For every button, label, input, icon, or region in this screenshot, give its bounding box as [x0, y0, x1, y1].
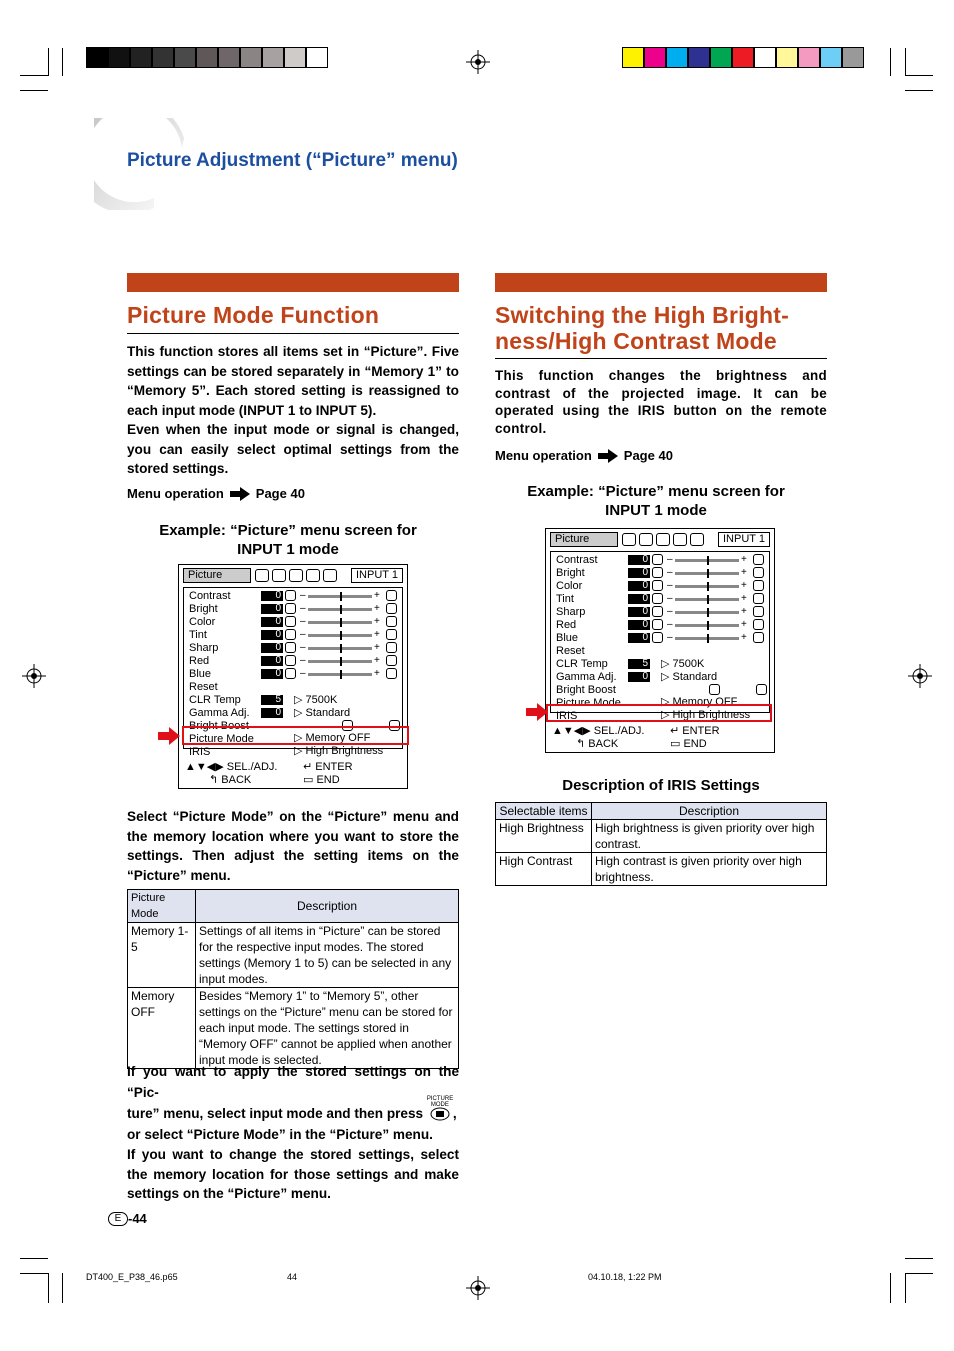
slider[interactable] — [667, 620, 749, 630]
color-swatch — [152, 47, 174, 68]
menu-tab-bar — [550, 532, 770, 548]
page-title: Picture Adjustment (“Picture” menu) — [127, 150, 458, 171]
menu-option[interactable]: ▷ Memory OFF — [294, 732, 371, 744]
slider-minus: – — [667, 606, 673, 617]
color-swatch — [710, 47, 732, 68]
crop-mark — [905, 1258, 933, 1259]
menu-value: 0 — [628, 672, 650, 682]
menu-panel — [183, 587, 403, 758]
slider-minus: – — [300, 668, 306, 679]
adjust-icon — [285, 616, 296, 627]
adjust-icon — [386, 616, 397, 627]
slider-plus: + — [741, 606, 747, 617]
slider-knob — [707, 556, 709, 565]
table-row — [128, 923, 459, 988]
end-hint: ▭ END — [670, 738, 707, 750]
menu-item[interactable]: Sharp — [189, 642, 219, 654]
sheet-number: 44 — [287, 1272, 298, 1282]
outro-line: or select “Picture Mode” in the “Picture” menu. — [127, 1127, 433, 1142]
adjust-icon — [285, 668, 296, 679]
slider-knob — [340, 592, 342, 601]
menu-item[interactable]: Red — [556, 619, 577, 631]
table-cell: High contrast is given priority over high brightness. — [592, 853, 827, 886]
slider-plus: + — [741, 619, 747, 630]
color-swatch — [86, 47, 108, 68]
heading-line: ness/High Contrast Mode — [495, 328, 777, 354]
color-swatch — [622, 47, 644, 68]
menu-value: 0 — [261, 669, 283, 679]
highlight-box — [182, 726, 409, 745]
color-swatch — [262, 47, 284, 68]
tab-icons — [622, 532, 716, 547]
table-cell: Memory 1-5 — [128, 923, 196, 988]
highlight-box — [546, 704, 772, 722]
menu-item[interactable]: Contrast — [189, 590, 231, 602]
slider-plus: + — [741, 567, 747, 578]
section-heading — [495, 302, 789, 354]
table-row — [496, 820, 827, 853]
example-caption — [495, 482, 817, 520]
crop-mark — [905, 90, 933, 91]
crop-mark — [890, 48, 891, 76]
adjust-icon — [652, 554, 663, 565]
tab-picture[interactable]: Picture — [183, 568, 251, 583]
table-row — [128, 988, 459, 1069]
adjust-icon — [652, 593, 663, 604]
button-caption: PICTURE MODE — [426, 1096, 454, 1108]
menu-op-label: Menu operation — [127, 486, 224, 501]
color-swatch — [776, 47, 798, 68]
menu-item[interactable]: CLR Temp — [556, 658, 608, 670]
intro-text: This function changes the brightness and contrast of the projected image. It can be operated using the IRIS button on the remote control. — [495, 368, 827, 436]
adjust-icon — [753, 632, 764, 643]
slider-knob — [340, 670, 342, 679]
red-arrow-icon — [158, 727, 180, 745]
slider-minus: – — [300, 629, 306, 640]
sel-adj-hint: ▲▼◀▶ SEL./ADJ. — [552, 725, 645, 737]
bright-boost-icon — [756, 684, 767, 695]
crop-mark — [62, 48, 63, 76]
slider-knob — [340, 657, 342, 666]
menu-value: 5 — [628, 659, 650, 669]
slider[interactable] — [300, 643, 382, 653]
slider-minus: – — [667, 619, 673, 630]
slider-plus: + — [741, 593, 747, 604]
slider-knob — [340, 644, 342, 653]
menu-tab-icon[interactable] — [639, 533, 653, 546]
color-swatch — [284, 47, 306, 68]
color-swatch — [754, 47, 776, 68]
slider-plus: + — [374, 629, 380, 640]
menu-item[interactable]: Reset — [189, 681, 218, 693]
adjust-icon — [652, 567, 663, 578]
slider-minus: – — [667, 580, 673, 591]
registration-mark-icon — [466, 50, 490, 74]
menu-option[interactable]: ▷ Standard — [294, 707, 351, 719]
color-swatch — [820, 47, 842, 68]
example-line: INPUT 1 mode — [605, 502, 707, 519]
adjust-icon — [753, 619, 764, 630]
table-header: Selectable items — [496, 803, 592, 820]
slider-knob — [707, 582, 709, 591]
menu-value: 0 — [261, 591, 283, 601]
menu-item[interactable]: Sharp — [556, 606, 586, 618]
menu-option[interactable]: ▷ High Brightness — [661, 709, 751, 721]
input-indicator: INPUT 1 — [718, 532, 770, 547]
slider[interactable] — [300, 591, 382, 601]
heading-line: Switching the High Bright- — [495, 302, 789, 328]
intro-text — [127, 342, 459, 479]
color-swatch — [688, 47, 710, 68]
menu-value: 0 — [261, 604, 283, 614]
menu-tab-icon[interactable] — [673, 533, 687, 546]
slider[interactable] — [667, 607, 749, 617]
adjust-icon — [753, 593, 764, 604]
menu-item[interactable]: Bright Boost — [189, 720, 249, 732]
crop-mark — [20, 1273, 48, 1274]
menu-option[interactable]: ▷ 7500K — [661, 658, 705, 670]
outro-fragment: , — [452, 1106, 457, 1121]
color-swatch — [130, 47, 152, 68]
sel-adj-hint: ▲▼◀▶ SEL./ADJ. — [185, 761, 278, 773]
menu-item[interactable]: Gamma Adj. — [189, 707, 250, 719]
adjust-icon — [386, 642, 397, 653]
example-caption — [127, 521, 449, 559]
color-swatch — [666, 47, 688, 68]
enter-hint: ↵ ENTER — [303, 761, 353, 773]
menu-item[interactable]: Bright Boost — [556, 684, 616, 696]
menu-value: 0 — [628, 594, 650, 604]
file-name: DT400_E_P38_46.p65 — [86, 1272, 178, 1282]
picture-mode-button-icon — [426, 1096, 454, 1122]
menu-item[interactable]: CLR Temp — [189, 694, 241, 706]
menu-value: 0 — [261, 708, 283, 718]
outro-paragraph: If you want to change the stored settings, select the memory location for those settings and make settings on the “Picture” menu. — [127, 1147, 459, 1201]
crop-mark — [905, 75, 933, 76]
select-text: Select “Picture Mode” on the “Picture” menu and the memory location where you want to store the settings. Then adjust the setting items on the “Picture” menu. — [127, 809, 459, 883]
menu-tab-icon[interactable] — [690, 533, 704, 546]
menu-item[interactable]: Reset — [556, 645, 585, 657]
menu-item[interactable]: Color — [556, 580, 583, 592]
slider[interactable] — [300, 656, 382, 666]
page-num: -44 — [128, 1211, 147, 1226]
adjust-icon — [285, 590, 296, 601]
menu-option[interactable]: ▷ 7500K — [294, 694, 338, 706]
slider[interactable] — [667, 581, 749, 591]
menu-value: 0 — [628, 607, 650, 617]
menu-value: 0 — [261, 643, 283, 653]
menu-item[interactable]: IRIS — [556, 710, 578, 722]
section-bar — [495, 273, 827, 292]
menu-item[interactable]: Picture Mode — [556, 697, 621, 709]
menu-value: 0 — [628, 581, 650, 591]
adjust-icon — [386, 603, 397, 614]
slider-minus: – — [667, 593, 673, 604]
table-cell: Settings of all items in “Picture” can be stored for the respective input modes. The stored settings (Memory 1 to 5) can be selected in any input modes. — [196, 923, 459, 988]
iris-table — [495, 802, 827, 886]
color-swatch — [644, 47, 666, 68]
example-line: Example: “Picture” menu screen for — [527, 483, 785, 500]
end-hint: ▭ END — [303, 774, 340, 786]
menu-item[interactable]: Gamma Adj. — [556, 671, 617, 683]
slider[interactable] — [667, 568, 749, 578]
crop-mark — [905, 1273, 933, 1274]
slider-minus: – — [667, 632, 673, 643]
menu-option[interactable]: ▷ High Brightness — [294, 745, 384, 757]
menu-item[interactable]: Bright — [189, 603, 218, 615]
menu-value: 0 — [628, 568, 650, 578]
menu-value: 0 — [261, 617, 283, 627]
adjust-icon — [285, 603, 296, 614]
adjust-icon — [386, 629, 397, 640]
picture-menu-screen — [178, 564, 408, 789]
slider-knob — [707, 569, 709, 578]
menu-value: 0 — [628, 620, 650, 630]
menu-item[interactable]: Color — [189, 616, 216, 628]
slider-knob — [707, 634, 709, 643]
print-date: 04.10.18, 1:22 PM — [588, 1272, 662, 1282]
menu-operation-ref — [495, 448, 673, 463]
example-line: INPUT 1 mode — [237, 541, 339, 558]
page-lang-badge: E — [108, 1212, 128, 1226]
adjust-icon — [285, 629, 296, 640]
adjust-icon — [285, 655, 296, 666]
slider-plus: + — [374, 642, 380, 653]
table-header: Picture Mode — [128, 890, 196, 923]
table-row — [496, 853, 827, 886]
slider[interactable] — [300, 669, 382, 679]
intro-paragraph: Even when the input mode or signal is changed, you can easily select optimal settings from the stored settings. — [127, 422, 459, 476]
back-hint: ↰ BACK — [209, 774, 252, 786]
menu-tab-icon[interactable] — [289, 569, 303, 582]
menu-tab-icon[interactable] — [255, 569, 269, 582]
menu-option[interactable]: ▷ Memory OFF — [661, 696, 738, 708]
color-swatch — [240, 47, 262, 68]
menu-value: 0 — [628, 633, 650, 643]
crop-mark — [20, 90, 48, 91]
adjust-icon — [285, 642, 296, 653]
menu-tab-icon[interactable] — [272, 569, 286, 582]
color-swatch — [218, 47, 240, 68]
tab-icons — [255, 568, 349, 583]
divider — [495, 358, 827, 359]
section-bar — [127, 273, 459, 292]
adjust-icon — [753, 554, 764, 565]
outro-fragment: ture” menu, select input mode and then press — [127, 1106, 424, 1121]
menu-item[interactable]: Picture Mode — [189, 733, 254, 745]
slider-minus: – — [300, 590, 306, 601]
registration-mark-icon — [466, 1276, 490, 1300]
menu-item[interactable]: Blue — [189, 668, 212, 680]
input-indicator: INPUT 1 — [351, 568, 403, 583]
example-line: Example: “Picture” menu screen for — [159, 522, 417, 539]
slider-minus: – — [300, 642, 306, 653]
adjust-icon — [652, 632, 663, 643]
menu-item[interactable]: Tint — [556, 593, 574, 605]
color-swatch — [306, 47, 328, 68]
color-swatch — [108, 47, 130, 68]
table-caption: Description of IRIS Settings — [562, 777, 760, 794]
slider-plus: + — [741, 554, 747, 565]
color-swatch — [732, 47, 754, 68]
color-swatch — [798, 47, 820, 68]
table-cell: Memory OFF — [128, 988, 196, 1069]
menu-op-page[interactable]: Page 40 — [623, 448, 673, 463]
menu-panel — [550, 551, 770, 722]
crop-mark — [890, 1273, 891, 1303]
arrow-right-icon — [598, 449, 618, 463]
menu-tab-icon[interactable] — [622, 533, 636, 546]
picture-mode-table — [127, 889, 459, 1069]
slider[interactable] — [300, 617, 382, 627]
adjust-icon — [386, 655, 397, 666]
table-cell: High brightness is given priority over high contrast. — [592, 820, 827, 853]
table-cell: Besides “Memory 1” to “Memory 5”, other settings on the “Picture” menu can be stored for each input mode. The settings stored in “Memory OFF” cannot be applied when another input mode is selected. — [196, 988, 459, 1069]
slider-minus: – — [667, 554, 673, 565]
crop-mark — [905, 48, 906, 76]
outro-text — [127, 1061, 459, 1204]
menu-tab-icon[interactable] — [323, 569, 337, 582]
slider-plus: + — [374, 668, 380, 679]
crop-mark — [48, 1273, 49, 1303]
menu-tab-bar — [183, 568, 403, 584]
adjust-icon — [386, 590, 397, 601]
divider — [127, 333, 459, 334]
adjust-icon — [652, 580, 663, 591]
outro-line: If you want to apply the stored settings on the “Pic- — [127, 1064, 459, 1100]
adjust-icon — [652, 606, 663, 617]
menu-value: 5 — [261, 695, 283, 705]
back-hint: ↰ BACK — [576, 738, 619, 750]
menu-item[interactable]: Tint — [189, 629, 207, 641]
table-cell: High Contrast — [496, 853, 592, 886]
menu-value: 0 — [628, 555, 650, 565]
crop-mark — [62, 1273, 63, 1303]
crop-mark — [48, 48, 49, 76]
menu-value: 0 — [261, 656, 283, 666]
registration-mark-icon — [908, 664, 932, 688]
slider-knob — [707, 621, 709, 630]
slider-knob — [340, 618, 342, 627]
color-swatch — [174, 47, 196, 68]
enter-hint: ↵ ENTER — [670, 725, 720, 737]
red-arrow-icon — [526, 703, 548, 721]
table-header: Description — [196, 890, 459, 923]
adjust-icon — [753, 580, 764, 591]
menu-op-label: Menu operation — [495, 448, 592, 463]
registration-mark-icon — [22, 664, 46, 688]
slider-plus: + — [374, 655, 380, 666]
menu-item[interactable]: Red — [189, 655, 210, 667]
menu-item[interactable]: IRIS — [189, 746, 211, 758]
menu-item[interactable]: Contrast — [556, 554, 598, 566]
slider-plus: + — [741, 580, 747, 591]
crop-mark — [20, 75, 48, 76]
slider[interactable] — [300, 630, 382, 640]
menu-value: 0 — [261, 630, 283, 640]
adjust-icon — [652, 619, 663, 630]
menu-option[interactable]: ▷ Standard — [661, 671, 718, 683]
menu-operation-ref — [127, 486, 305, 501]
slider[interactable] — [667, 594, 749, 604]
slider[interactable] — [667, 633, 749, 643]
intro-paragraph: This function stores all items set in “Picture”. Five settings can be stored separately in “Memory 1” to “Memory 5”. Each stored setting is reassigned to each input mode (INPUT 1 to INPUT 5). — [127, 344, 459, 418]
page-number — [108, 1211, 147, 1226]
table-header: Description — [592, 803, 827, 820]
slider-knob — [707, 595, 709, 604]
slider-minus: – — [667, 567, 673, 578]
outro-line — [127, 1096, 459, 1124]
bright-boost-icon — [709, 684, 720, 695]
slider-knob — [707, 608, 709, 617]
adjust-icon — [753, 606, 764, 617]
slider-plus: + — [741, 632, 747, 643]
menu-tab-icon[interactable] — [306, 569, 320, 582]
adjust-icon — [753, 567, 764, 578]
arrow-right-icon — [230, 487, 250, 501]
table-cell: High Brightness — [496, 820, 592, 853]
slider[interactable] — [667, 555, 749, 565]
menu-item[interactable]: Blue — [556, 632, 579, 644]
slider-plus: + — [374, 603, 380, 614]
slider-plus: + — [374, 616, 380, 627]
slider-knob — [340, 631, 342, 640]
slider-minus: – — [300, 616, 306, 627]
section-heading: Picture Mode Function — [127, 302, 380, 328]
menu-item[interactable]: Bright — [556, 567, 585, 579]
menu-tab-icon[interactable] — [656, 533, 670, 546]
slider-minus: – — [300, 655, 306, 666]
color-swatch — [842, 47, 864, 68]
slider[interactable] — [300, 604, 382, 614]
crop-mark — [20, 1258, 48, 1259]
slider-plus: + — [374, 590, 380, 601]
color-swatch — [196, 47, 218, 68]
slider-minus: – — [300, 603, 306, 614]
adjust-icon — [386, 668, 397, 679]
tab-picture[interactable]: Picture — [550, 532, 618, 547]
crop-mark — [905, 1273, 906, 1303]
menu-op-page[interactable]: Page 40 — [255, 486, 305, 501]
slider-knob — [340, 605, 342, 614]
